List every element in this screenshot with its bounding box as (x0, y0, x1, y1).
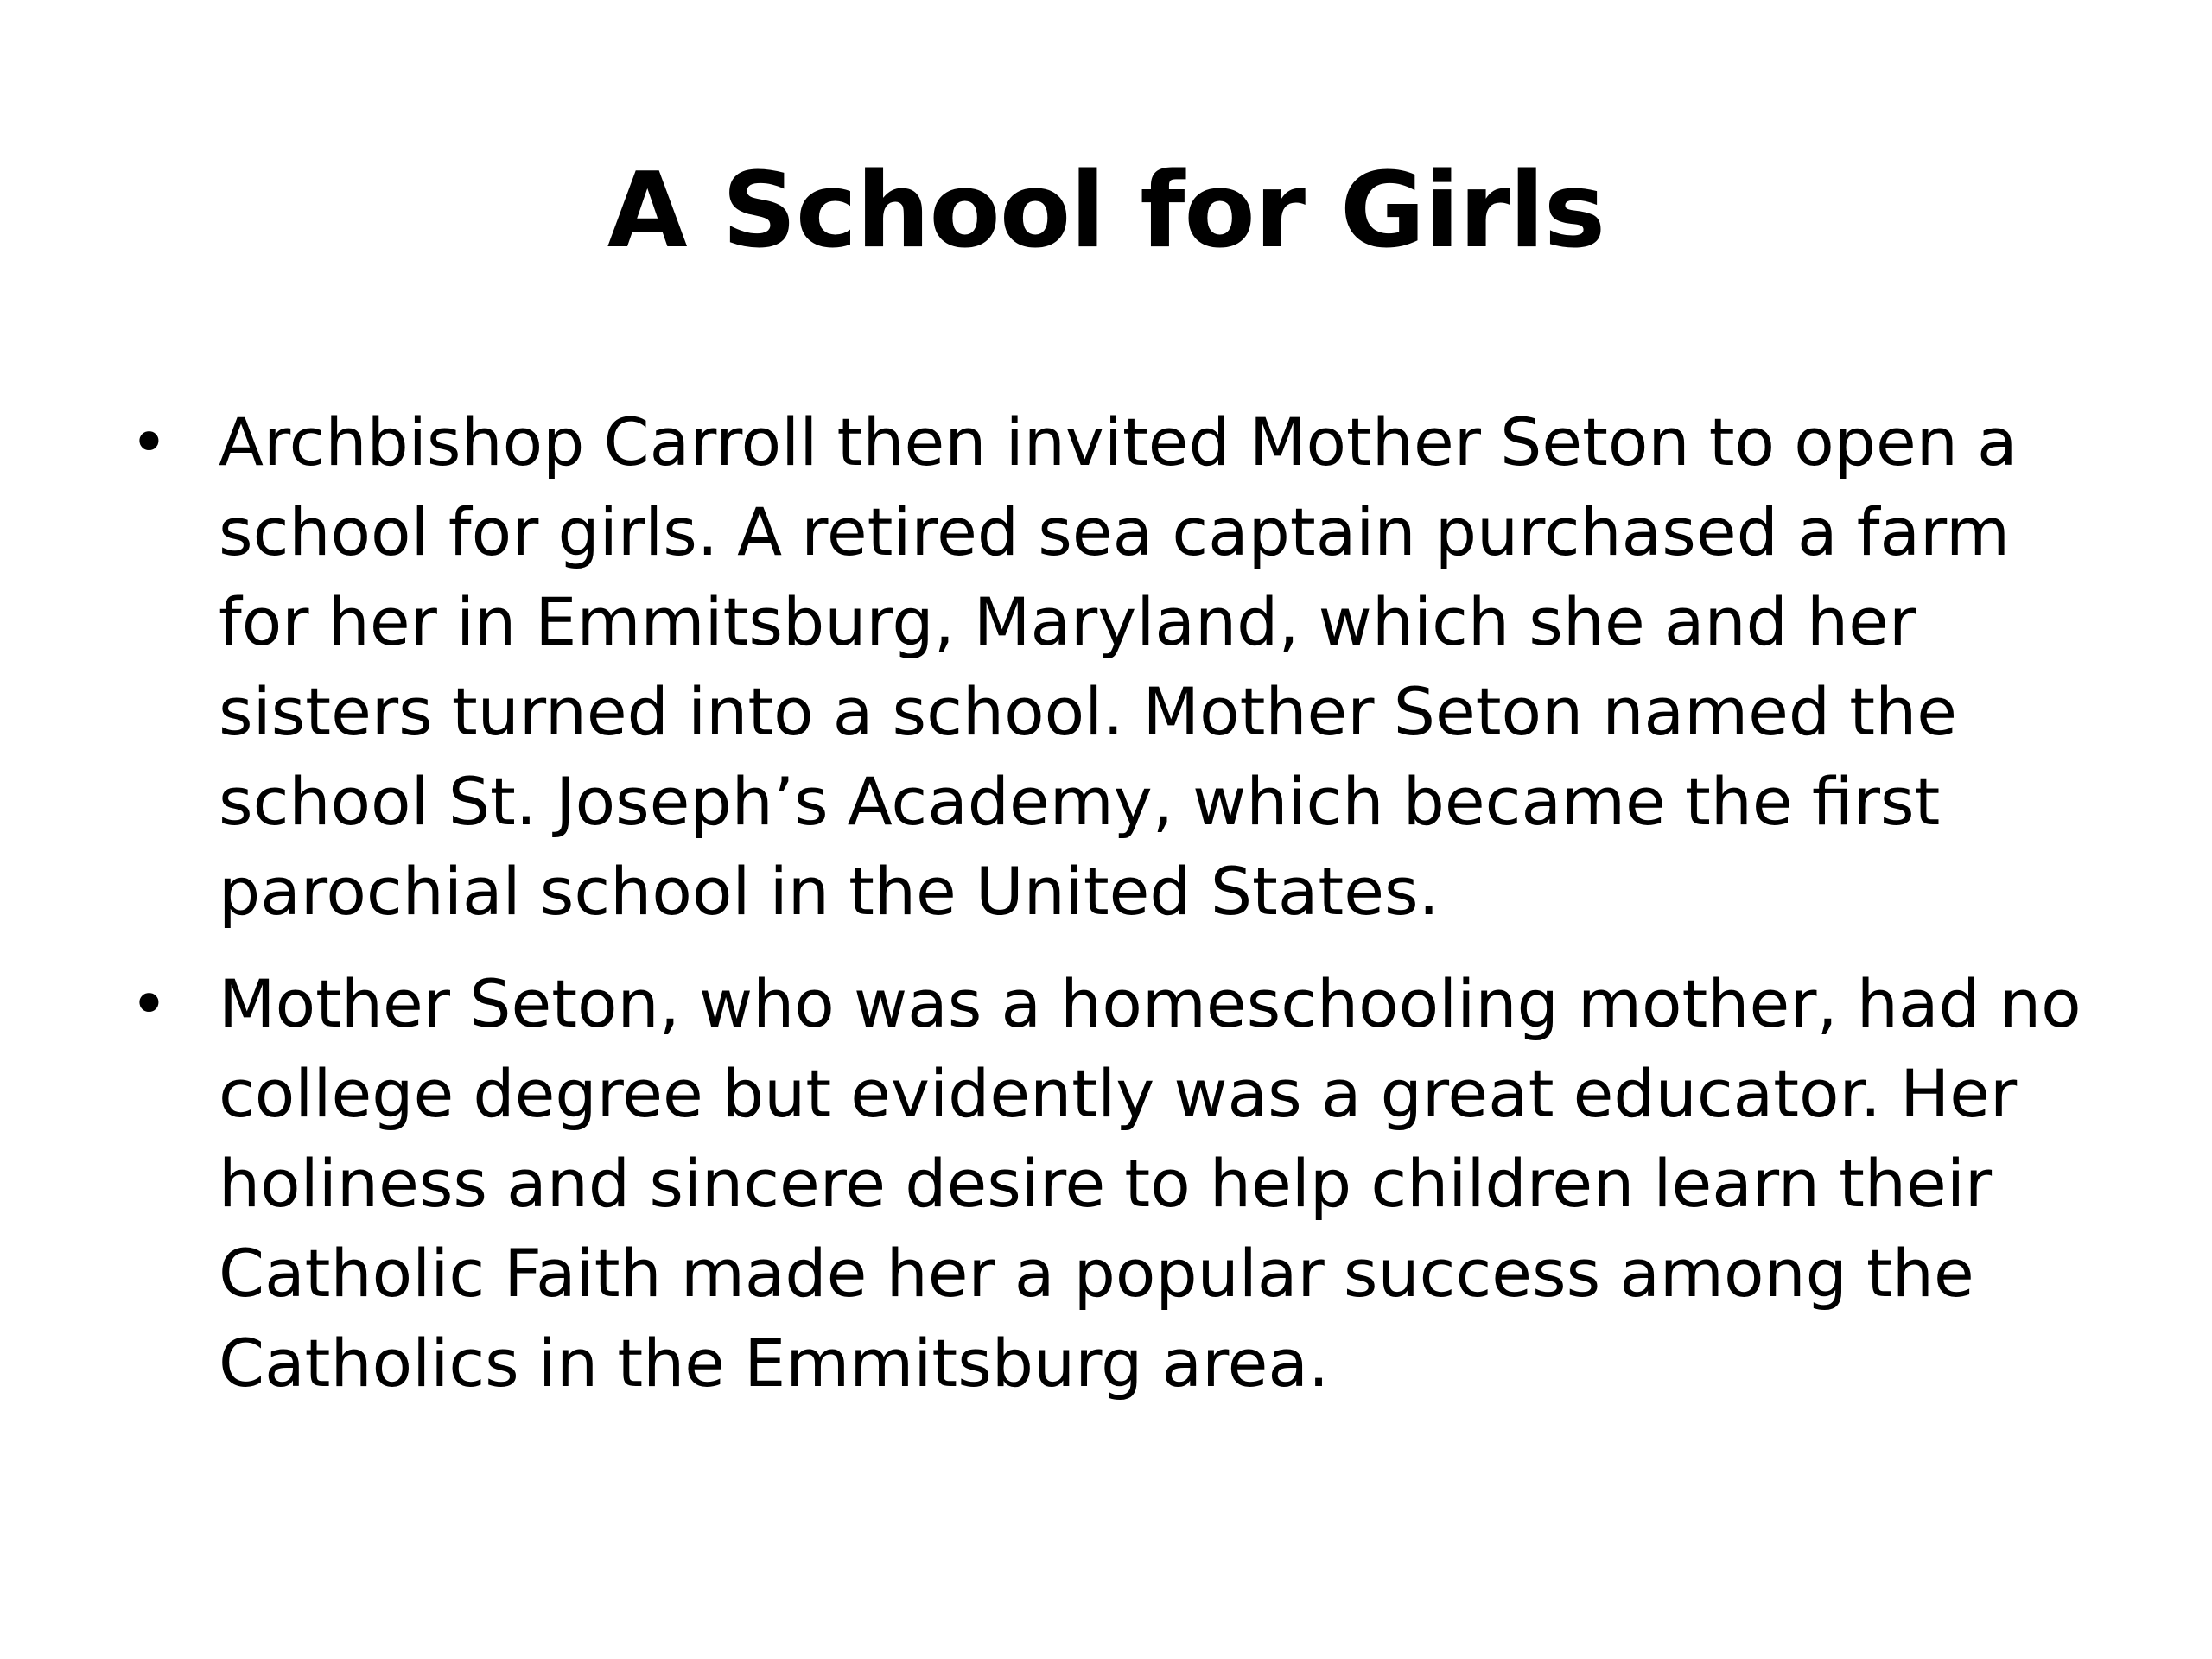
bullet-marker: • (130, 965, 168, 1042)
bullet-list (130, 397, 2100, 1431)
bullet-item (130, 959, 2100, 1408)
slide-title: A School for Girls (607, 151, 1605, 271)
bullet-item (130, 397, 2100, 937)
bullet-text: Mother Seton, who was a homeschooling mother, had no college degree but evidently was a great educator. Her holiness and sincere desire to help children learn their Catholic Faith made her a popular success among the Catholics in the Emmitsburg area. (219, 965, 2082, 1402)
bullet-marker: • (130, 404, 168, 480)
bullet-text: Archbishop Carroll then invited Mother Seton to open a school for girls. A retired sea captain purchased a farm for her in Emmitsburg, Maryland, which she and her sisters turned into a school. Mother Seton named the school St. Joseph’s Academy, which became the first parochial school in the United States. (219, 404, 2018, 930)
